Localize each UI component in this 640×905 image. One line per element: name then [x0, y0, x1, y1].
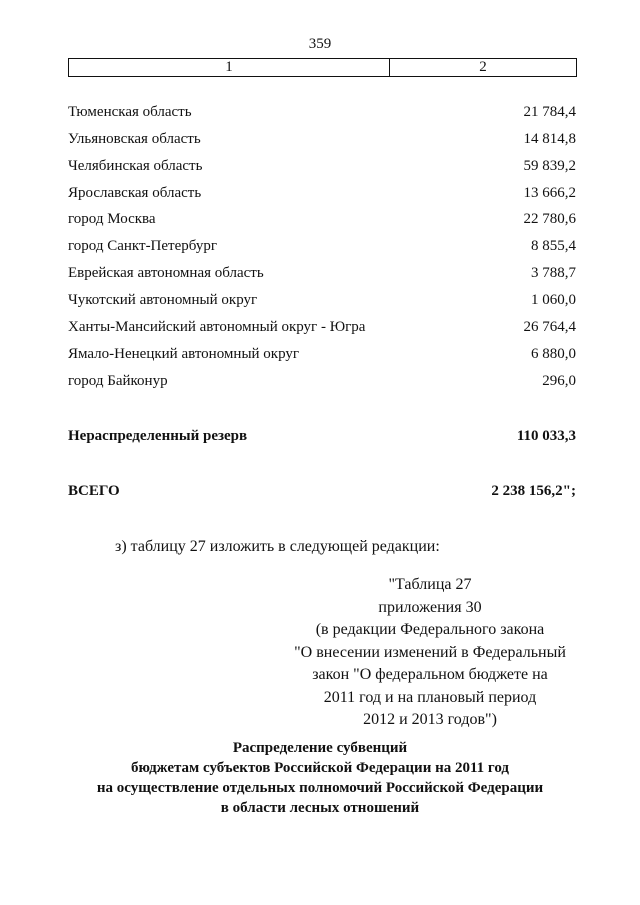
- column-header-2: 2: [479, 59, 487, 75]
- region-amount: 14 814,8: [523, 131, 576, 147]
- region-name: Ульяновская область: [68, 131, 201, 147]
- annex-line: (в редакции Федерального закона: [315, 621, 545, 638]
- region-name: Чукотский автономный округ: [68, 292, 258, 308]
- table-row: [68, 316, 576, 338]
- region-name: Челябинская область: [68, 158, 203, 174]
- region-name: Ямало-Ненецкий автономный округ: [68, 346, 300, 362]
- total-label: ВСЕГО: [68, 483, 120, 499]
- annex-line: 2011 год и на плановый период: [323, 688, 537, 706]
- amendment-instruction: з) таблицу 27 изложить в следующей редакции:: [115, 538, 440, 555]
- table-row: [68, 370, 576, 392]
- annex-line: приложения 30: [378, 598, 482, 616]
- region-name: Еврейская автономная область: [68, 265, 264, 281]
- table-annex-reference: [260, 574, 600, 732]
- annex-line: "О внесении изменений в Федеральный: [294, 643, 566, 661]
- region-amount: 1 060,0: [531, 292, 576, 308]
- title-line: в области лесных отношений: [220, 800, 420, 816]
- table-row: [68, 208, 576, 230]
- title-line: на осуществление отдельных полномочий Российской Федерации: [96, 780, 544, 796]
- region-amount: 22 780,6: [523, 211, 576, 227]
- annex-line: 2012 и 2013 годов"): [363, 711, 497, 728]
- region-name: Ярославская область: [68, 185, 202, 201]
- total-amount: 2 238 156,2";: [491, 483, 576, 499]
- table-row: [68, 182, 576, 204]
- reserve-label: Нераспределенный резерв: [68, 428, 248, 444]
- region-amount: 3 788,7: [531, 265, 576, 281]
- section-title: [0, 738, 640, 818]
- annex-line: "Таблица 27: [388, 576, 472, 593]
- region-name: город Москва: [68, 211, 156, 227]
- column-header-1: 1: [69, 59, 390, 76]
- region-name: город Байконур: [68, 373, 168, 389]
- table-row: [68, 128, 576, 150]
- page-number: 359: [308, 36, 332, 52]
- reserve-row: [68, 425, 576, 447]
- annex-line: закон "О федеральном бюджете на: [312, 666, 548, 683]
- region-amount: 59 839,2: [523, 158, 576, 174]
- table-row: [68, 155, 576, 177]
- column-header-row: [68, 58, 577, 77]
- title-line: Распределение субвенций: [232, 740, 408, 756]
- region-name: город Санкт-Петербург: [68, 238, 217, 254]
- region-amount: 13 666,2: [523, 185, 576, 201]
- table-row: [68, 101, 576, 123]
- reserve-amount: 110 033,3: [516, 428, 576, 444]
- region-amount: 26 764,4: [523, 319, 576, 335]
- region-amount: 296,0: [542, 373, 576, 389]
- table-row: [68, 343, 576, 365]
- table-row: [68, 262, 576, 284]
- region-name: Ханты-Мансийский автономный округ - Югра: [68, 319, 366, 335]
- region-amount: 6 880,0: [531, 346, 576, 362]
- region-amount: 21 784,4: [523, 104, 576, 120]
- region-amount: 8 855,4: [531, 238, 576, 254]
- title-line: бюджетам субъектов Российской Федерации на 2011 год: [130, 760, 510, 776]
- table-row: [68, 289, 576, 311]
- table-row: [68, 235, 576, 257]
- region-name: Тюменская область: [68, 104, 192, 120]
- total-row: [68, 480, 576, 502]
